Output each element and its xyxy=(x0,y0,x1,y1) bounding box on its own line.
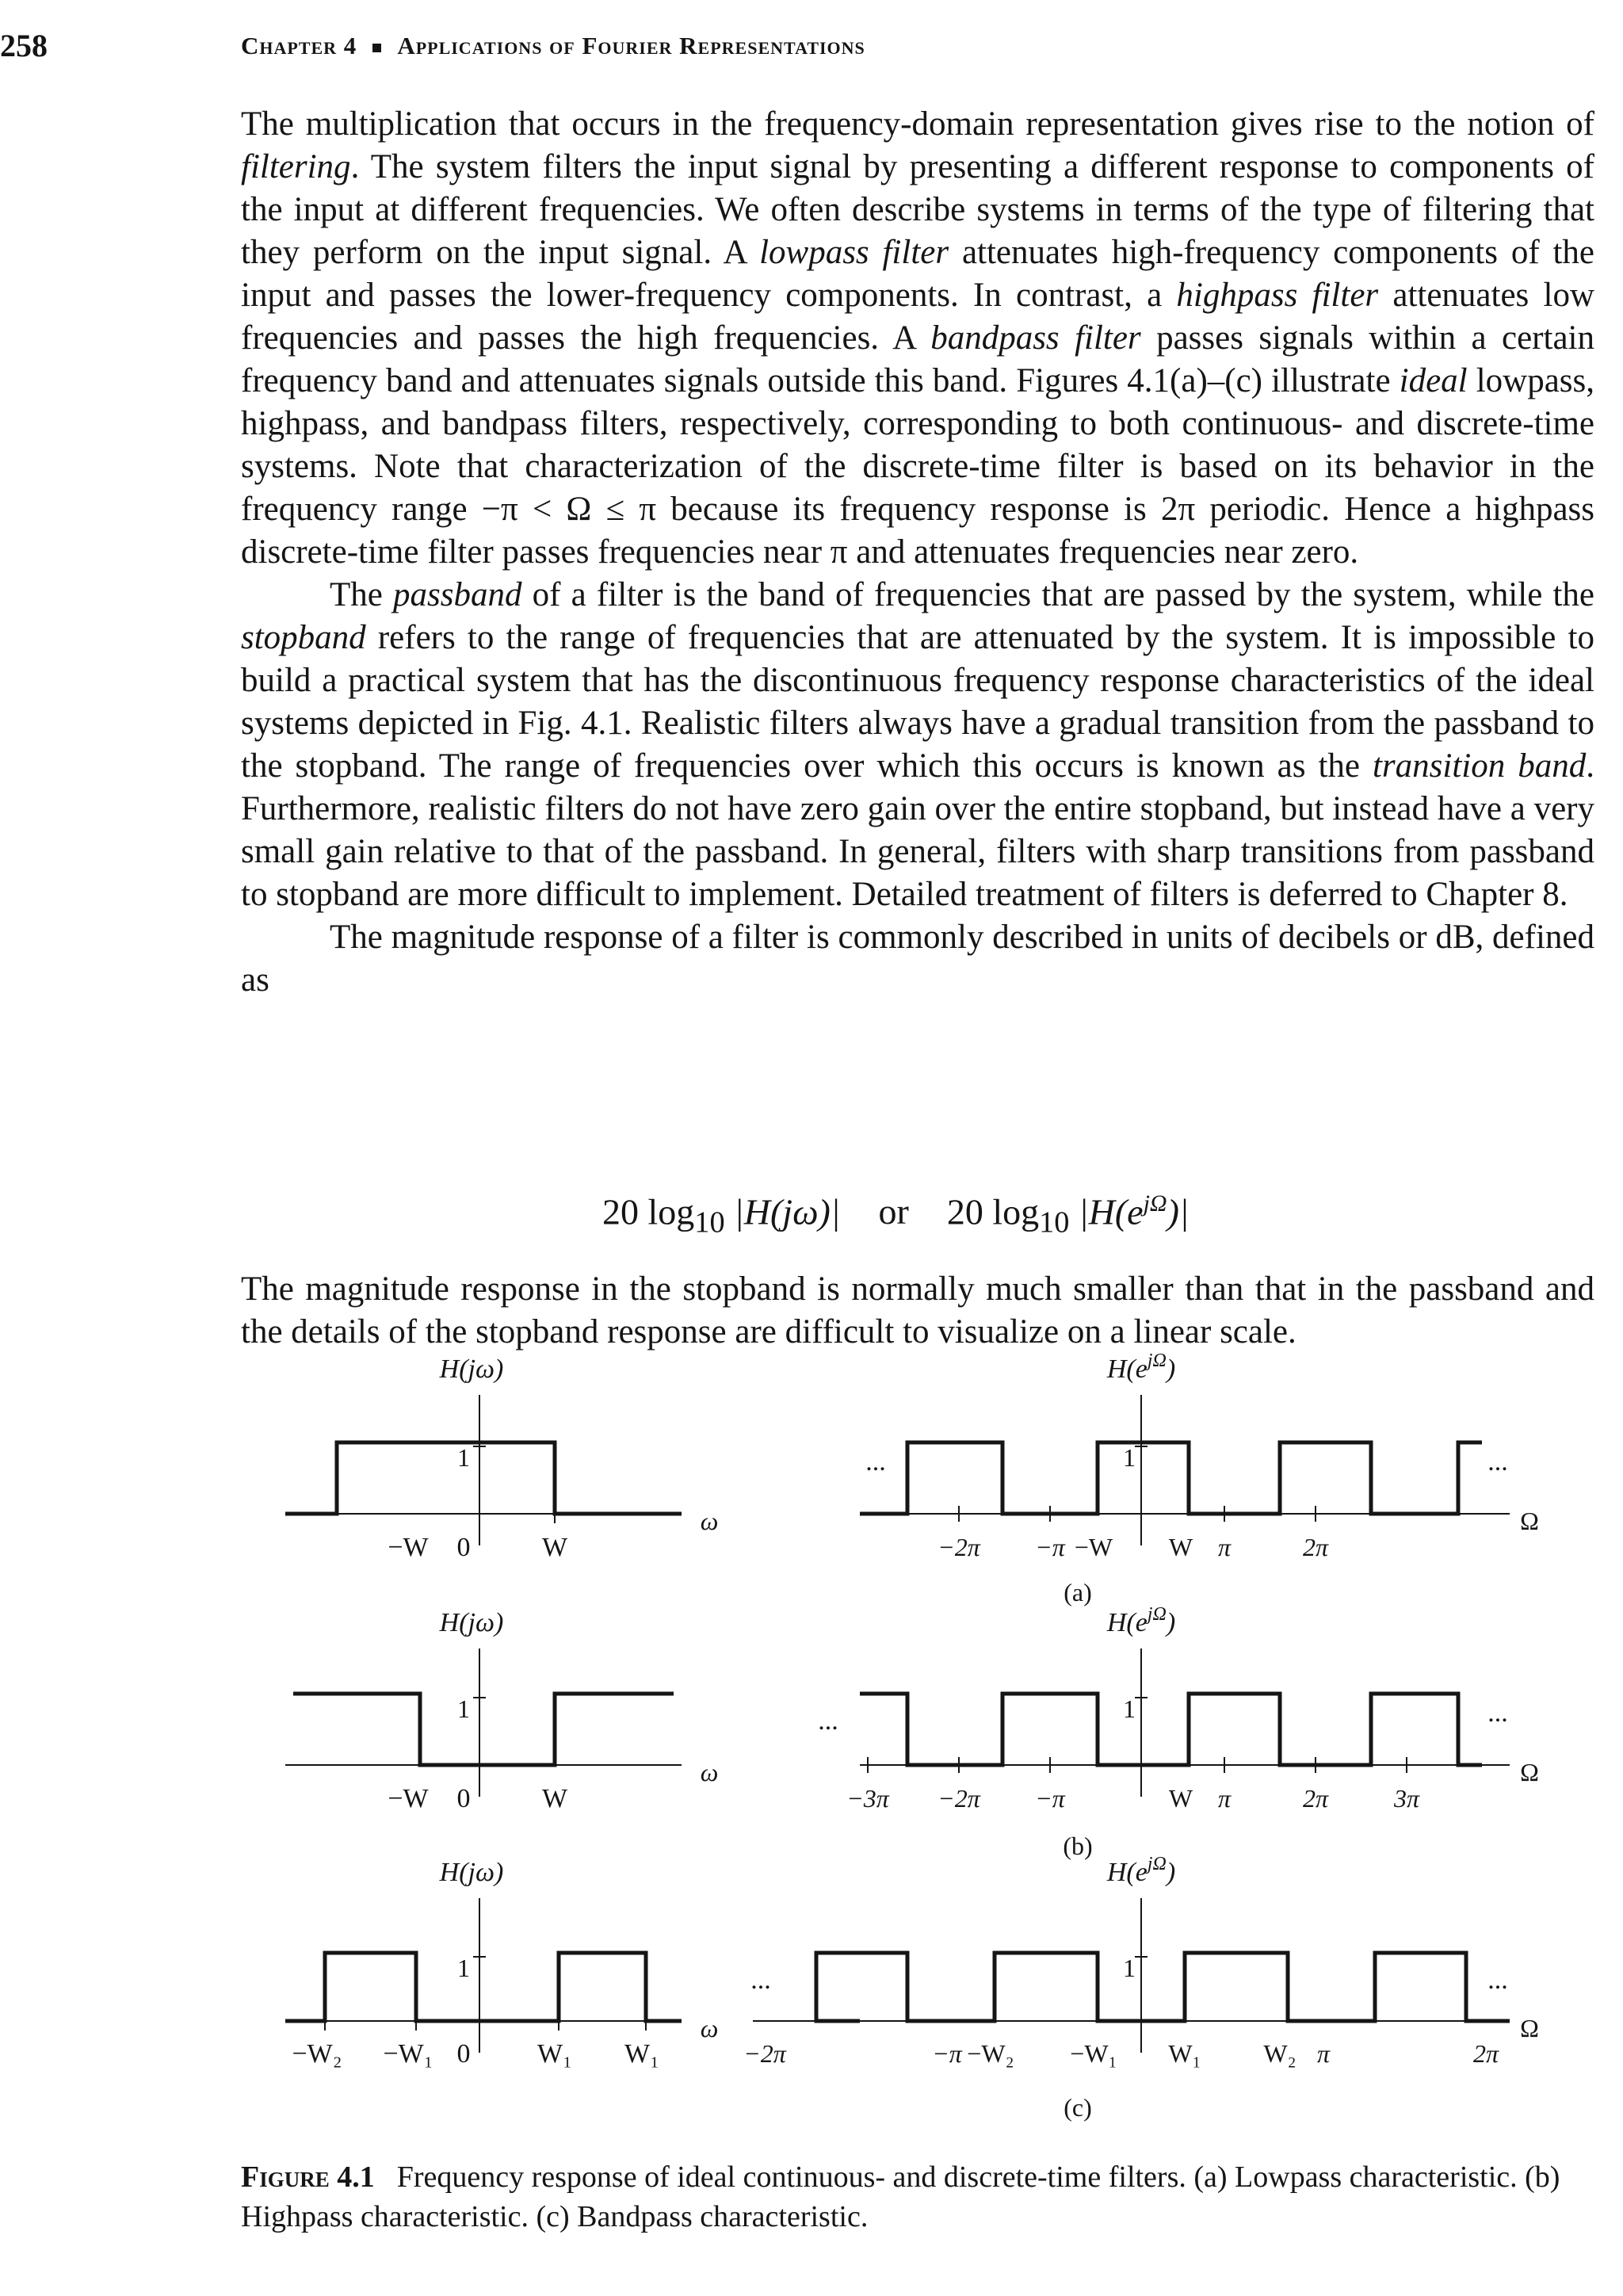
tick-label: −2π xyxy=(938,1784,980,1813)
tick-label: −2π xyxy=(938,1533,980,1561)
tick-label: −W xyxy=(388,1533,429,1562)
tick-label: W₁ xyxy=(537,2039,572,2069)
ylabel-sup: jΩ xyxy=(1147,1350,1167,1371)
chapter-title: Applications of Fourier Representations xyxy=(397,32,865,59)
unit-label: 1 xyxy=(457,1694,470,1723)
ylabel-sup: jΩ xyxy=(1147,1854,1167,1874)
Omega-axis-label: Ω xyxy=(1520,1507,1539,1535)
italic-term: ideal xyxy=(1399,362,1468,399)
continuous-ylabel: H(jω) xyxy=(439,1858,504,1887)
tick-label: 0 xyxy=(456,2039,471,2069)
tick-label: W xyxy=(1168,1784,1193,1813)
unit-label: 1 xyxy=(457,1443,470,1472)
eq-right: 20 log xyxy=(946,1191,1040,1232)
tick-label: 0 xyxy=(456,1784,471,1813)
tick-label: π xyxy=(1217,1533,1232,1561)
ellipsis-right: ... xyxy=(1487,1698,1508,1728)
tick-label: −W₁ xyxy=(1070,2039,1117,2068)
eq-right-end: )| xyxy=(1167,1191,1190,1232)
caption-label: Figure 4.1 xyxy=(241,2160,375,2194)
ellipsis-right: ... xyxy=(1487,1447,1508,1477)
tick-label: −W₂ xyxy=(292,2039,342,2069)
italic-term: transition band xyxy=(1372,747,1587,785)
omega-axis-label: ω xyxy=(700,1507,719,1535)
ellipsis-right: ... xyxy=(1487,1966,1508,1995)
tick-label: 2π xyxy=(1302,1533,1329,1561)
text-run: passes signals within a certain frequency band and attenuates signals outside this band. Figures 4.1(a)–(c) illustrate xyxy=(241,319,1594,399)
tick-label: W₁ xyxy=(624,2039,659,2069)
tick-label: −3π xyxy=(846,1784,889,1813)
paragraph xyxy=(241,916,1594,1002)
ellipsis-left: ... xyxy=(818,1706,838,1736)
tick-label: W xyxy=(541,1533,568,1562)
text-run: refers to the range of frequencies that are attenuated by the system. It is impossible to build a practical system that has the discontinuous frequency response characteristics of the ideal systems depicted in Fig. 4.1. Realistic filters always have a gradual transition from the passband to the stopband. The range of frequencies over which this occurs is known as the xyxy=(241,619,1594,785)
tick-label: −π xyxy=(1035,1784,1065,1813)
tick-label: −W xyxy=(1074,1533,1113,1561)
tick-label: π xyxy=(1316,2039,1331,2068)
italic-term: stopband xyxy=(241,619,366,656)
continuous-ylabel: H(jω) xyxy=(439,1354,504,1384)
text-run: The xyxy=(330,576,394,613)
eq-right-arg: |H(e xyxy=(1069,1191,1144,1232)
eq-right-sub: 10 xyxy=(1039,1205,1070,1240)
text-run: attenuates low frequencies and passes the high frequencies. A xyxy=(241,277,1595,357)
chapter-label: Chapter 4 xyxy=(241,32,357,59)
text-run: The magnitude response of a filter is commonly described in units of decibels or dB, defined as xyxy=(241,919,1594,999)
text-run: of a filter is the band of frequencies that are passed by the system, while the xyxy=(521,576,1594,613)
paragraph xyxy=(241,574,1594,916)
ylabel-base: H(e xyxy=(1106,1608,1148,1637)
ylabel-end: ) xyxy=(1166,1608,1176,1637)
ylabel-base: H(e xyxy=(1106,1858,1148,1887)
tick-label: 2π xyxy=(1302,1784,1329,1813)
text-run: attenuates high-frequency components of the input and passes the lower-frequency components. In contrast, a xyxy=(241,234,1595,314)
db-equation xyxy=(602,1190,1190,1240)
tick-label: π xyxy=(1217,1784,1232,1813)
ellipsis-left: ... xyxy=(865,1447,886,1477)
lowpass-discrete xyxy=(860,1442,1482,1514)
tick-label: −W₂ xyxy=(967,2039,1014,2068)
unit-label: 1 xyxy=(457,1954,470,1982)
eq-left: 20 log xyxy=(602,1191,695,1232)
paragraph xyxy=(241,103,1594,574)
Omega-axis-label: Ω xyxy=(1520,2014,1539,2042)
omega-axis-label: ω xyxy=(700,2014,719,2042)
highpass-discrete xyxy=(860,1694,1482,1765)
italic-term: highpass filter xyxy=(1176,277,1379,314)
discrete-ylabel xyxy=(1106,1854,1175,1887)
tick-label: −π xyxy=(932,2039,962,2068)
italic-term: filtering xyxy=(241,148,351,185)
lowpass-continuous xyxy=(285,1442,682,1514)
eq-or: or xyxy=(878,1191,909,1232)
italic-term: lowpass filter xyxy=(759,234,949,271)
eq-left-arg: |H(jω)| xyxy=(724,1191,841,1232)
caption-text: Frequency response of ideal continuous- and discrete-time filters. (a) Lowpass characteristic. (b) Highpass characteristic. (c) Bandpass characteristic. xyxy=(241,2160,1560,2233)
continuous-ylabel: H(jω) xyxy=(439,1608,504,1637)
tick-label: W xyxy=(541,1784,568,1813)
running-head xyxy=(241,32,865,60)
separator-square-icon xyxy=(372,44,381,52)
ellipsis-left: ... xyxy=(750,1966,771,1995)
ylabel-base: H(e xyxy=(1106,1354,1148,1384)
ylabel-sup: jΩ xyxy=(1147,1604,1167,1625)
highpass-continuous xyxy=(293,1694,674,1765)
page-number: 258 xyxy=(0,28,48,63)
panel-tag: (c) xyxy=(1064,2093,1092,2122)
italic-term: passband xyxy=(393,576,522,613)
text-run: The multiplication that occurs in the frequency-domain representation gives rise to the notion of xyxy=(241,105,1594,143)
tick-label: W₁ xyxy=(1168,2039,1201,2068)
unit-label: 1 xyxy=(1123,1443,1136,1472)
discrete-ylabel xyxy=(1106,1350,1175,1384)
ylabel-end: ) xyxy=(1166,1858,1176,1887)
panel-tag: (a) xyxy=(1064,1578,1092,1606)
bandpass-continuous xyxy=(285,1953,682,2021)
discrete-ylabel xyxy=(1106,1604,1175,1637)
bandpass-discrete xyxy=(816,1953,1510,2021)
tick-label: −W xyxy=(388,1784,429,1813)
tick-label: 3π xyxy=(1393,1784,1420,1813)
paragraph: The magnitude response in the stopband is normally much smaller than that in the passband and the details of the stopband response are difficult to visualize on a linear scale. xyxy=(241,1270,1594,1350)
omega-axis-label: ω xyxy=(700,1758,719,1786)
text-run: lowpass, highpass, and bandpass filters, respectively, corresponding to both continuous- and discrete-time systems. Note that characterization of the discrete-time filter is based on its behavior in the frequency range −π < Ω ≤ π because its frequency response is 2π periodic. Hence a highpass discrete-time filter passes frequencies near π and attenuates frequencies near zero. xyxy=(241,362,1594,571)
tick-label: −2π xyxy=(743,2039,786,2068)
tick-label: −π xyxy=(1035,1533,1065,1561)
eq-left-sub: 10 xyxy=(694,1205,725,1240)
Omega-axis-label: Ω xyxy=(1520,1758,1539,1786)
tick-label: W xyxy=(1168,1533,1193,1561)
body-text xyxy=(241,103,1594,1002)
tick-label: 0 xyxy=(456,1533,471,1562)
tick-label: W₂ xyxy=(1263,2039,1296,2068)
italic-term: bandpass filter xyxy=(930,319,1141,357)
tick-label: 2π xyxy=(1472,2039,1499,2068)
tick-label: −W₁ xyxy=(383,2039,433,2069)
text-run: . Furthermore, realistic filters do not have zero gain over the entire stopband, but instead have a very small gain relative to that of the passband. In general, filters with sharp transitions from passband to stopband are more difficult to implement. Detailed treatment of filters is deferred to Chapter 8. xyxy=(241,747,1594,913)
ylabel-end: ) xyxy=(1166,1354,1176,1384)
figure-4-1 xyxy=(0,1331,1623,2148)
figure-caption xyxy=(241,2157,1594,2237)
unit-label: 1 xyxy=(1123,1694,1136,1723)
eq-right-sup: jΩ xyxy=(1143,1190,1167,1217)
unit-label: 1 xyxy=(1123,1954,1136,1982)
text-run: . The system filters the input signal by presenting a different response to components of the input at different frequencies. We often describe systems in terms of the type of filtering that they perform on the input signal. A xyxy=(241,148,1594,271)
panel-tag: (b) xyxy=(1063,1832,1093,1860)
